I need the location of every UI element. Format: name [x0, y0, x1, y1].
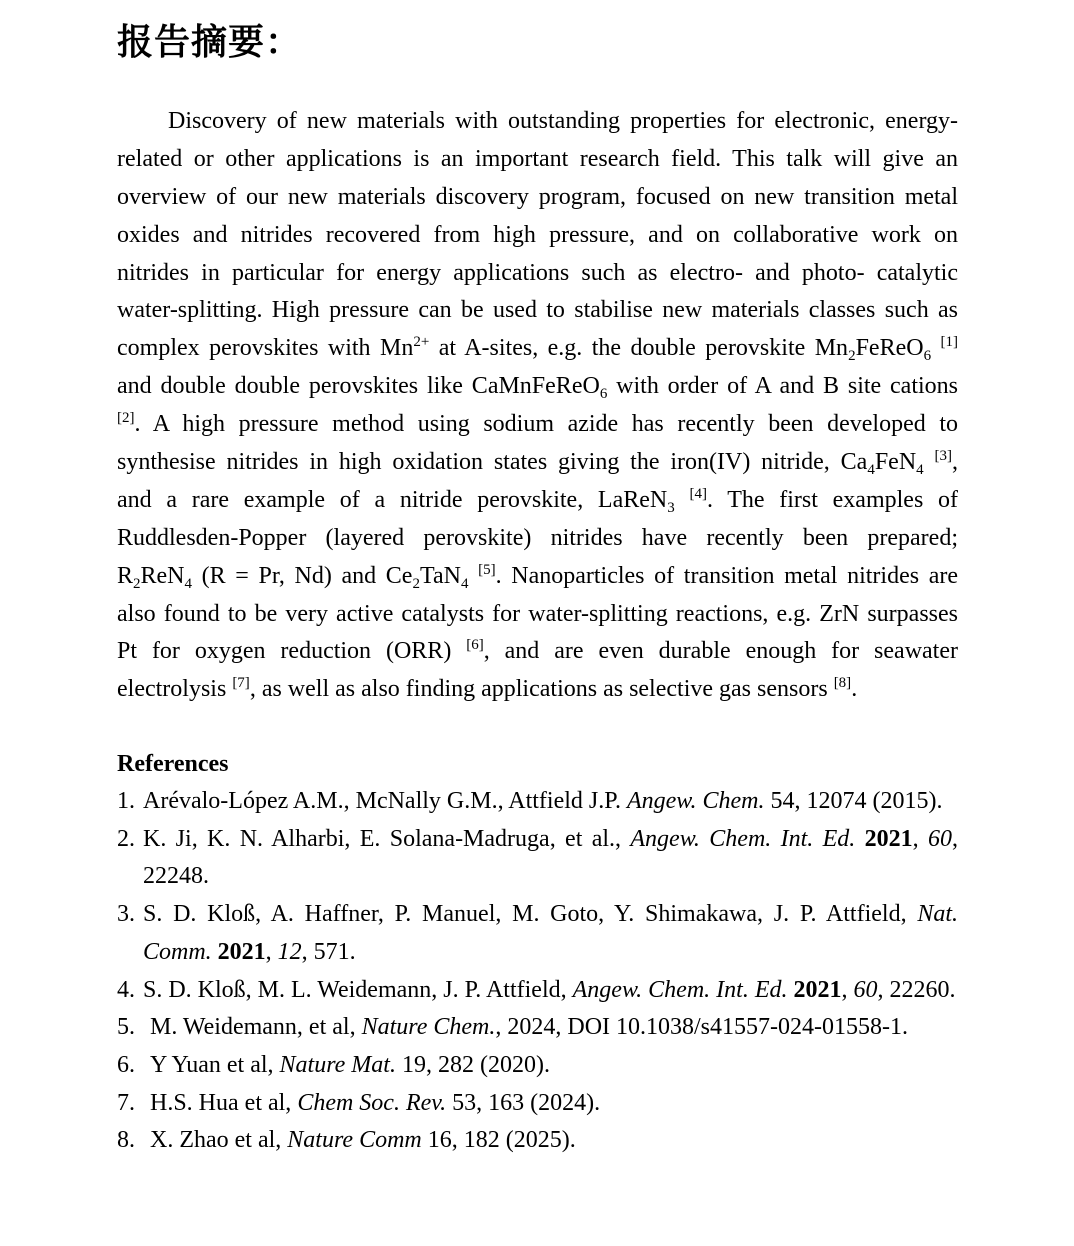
abstract-paragraph: [117, 103, 958, 709]
text-run: (R = Pr, Nd) and Ce: [192, 562, 413, 589]
text-run: 54, 12074 (2015).: [764, 788, 943, 814]
abstract-line: [117, 671, 958, 709]
text-run: , 22248.: [143, 825, 959, 890]
superscript: [5]: [478, 561, 496, 578]
reference-number: 2.: [117, 825, 135, 852]
superscript: 2+: [413, 334, 430, 351]
text-run: [855, 826, 864, 852]
text-run: . A high pressure method using sodium azide has recently been developed to: [134, 411, 958, 438]
text-run: FeReO: [855, 335, 924, 362]
text-run: , 22260.: [877, 976, 956, 1003]
italic-text: Nature Mat.: [279, 1051, 396, 1078]
abstract-line: [117, 292, 958, 330]
text-run: .: [851, 676, 858, 703]
italic-text: Angew. Chem. Int. Ed.: [572, 976, 788, 1003]
reference-item: [117, 1047, 958, 1085]
abstract-line: [117, 103, 958, 141]
text-run: ,: [841, 976, 854, 1003]
reference-item: [117, 1122, 958, 1160]
subscript: 3: [667, 499, 675, 516]
text-run: X. Zhao et al,: [150, 1127, 288, 1154]
text-run: K. Ji, K. N. Alharbi, E. Solana-Madruga, et al.,: [143, 825, 631, 852]
italic-text: Nature Comm: [287, 1127, 422, 1154]
text-run: Y Yuan et al,: [150, 1051, 280, 1078]
text-run: FeN: [874, 449, 917, 476]
subscript: 4: [867, 462, 875, 479]
text-run: [924, 449, 935, 475]
abstract-line: [117, 633, 958, 671]
text-run: , and are even durable enough for seawater: [483, 638, 958, 665]
subscript: 4: [184, 575, 193, 592]
text-run: , 2024, DOI 10.1038/s41557-024-01558-1.: [495, 1014, 908, 1041]
subscript: 6: [923, 348, 932, 365]
subscript: 2: [133, 575, 141, 592]
abstract-line: [117, 482, 958, 520]
reference-number: 4.: [117, 976, 135, 1003]
text-run: S. D. Kloß, M. L. Weidemann, J. P. Attfield,: [143, 976, 573, 1003]
reference-item: [117, 1085, 958, 1123]
text-run: Arévalo-López A.M., McNally G.M., Attfield J.P.: [143, 788, 627, 814]
text-run: with order of A and B site cations: [607, 373, 959, 400]
bold-text: 2021: [864, 825, 913, 852]
bold-text: 2021: [793, 976, 842, 1003]
text-run: oxides and nitrides recovered from high pressure, and on collaborative work on: [117, 221, 958, 248]
abstract-line: [117, 444, 958, 482]
subscript: 6: [599, 386, 608, 403]
text-run: Ruddlesden-Popper (layered perovskite) nitrides have recently been prepared;: [117, 524, 958, 551]
italic-text: Chem Soc. Rev.: [297, 1089, 447, 1116]
text-run: . Nanoparticles of transition metal nitrides are: [495, 562, 959, 589]
references-heading: References: [117, 751, 229, 777]
text-run: and double double perovskites like CaMnFeReO: [117, 373, 600, 400]
abstract-line: [117, 520, 958, 558]
text-run: also found to be very active catalysts for water-splitting reactions, e.g. ZrN surpasses: [117, 600, 958, 627]
text-run: R: [117, 562, 134, 589]
reference-citation: [143, 821, 958, 896]
reference-citation: [150, 1009, 958, 1047]
abstract-line: [117, 406, 958, 444]
superscript: [8]: [833, 675, 852, 692]
text-run: [675, 487, 690, 513]
abstract-line: [117, 217, 958, 255]
abstract-line: [117, 330, 958, 368]
abstract-line: [117, 255, 958, 293]
text-run: related or other applications is an important research field. This talk will give an: [117, 145, 958, 172]
reference-item: [117, 821, 958, 896]
reference-citation: [143, 896, 958, 971]
reference-item: [117, 783, 958, 821]
text-run: electrolysis: [117, 676, 233, 703]
italic-text: Angew. Chem.: [626, 788, 765, 814]
text-run: nitrides in particular for energy applications such as electro- and photo- catalytic: [117, 259, 958, 286]
reference-number: 7.: [117, 1089, 135, 1116]
page-title: 报告摘要：: [117, 22, 303, 63]
reference-citation: [150, 1122, 958, 1160]
superscript: [7]: [232, 675, 250, 692]
text-run: ReN: [140, 562, 185, 589]
italic-text: 60: [928, 825, 953, 852]
abstract-line: [117, 141, 958, 179]
subscript: 4: [460, 575, 469, 592]
text-run: ,: [265, 938, 278, 965]
text-run: H.S. Hua et al,: [150, 1089, 298, 1116]
subscript: 2: [848, 348, 856, 365]
reference-item: [117, 1009, 958, 1047]
text-run: , as well as also finding applications as selective gas sensors: [249, 676, 834, 703]
abstract-line: [117, 179, 958, 217]
text-run: . The first examples of: [706, 486, 958, 513]
text-run: and a rare example of a nitride perovskite, LaReN: [117, 486, 668, 513]
text-run: complex perovskites with Mn: [117, 335, 414, 362]
text-run: Discovery of new materials with outstanding properties for electronic, energy-: [168, 108, 958, 134]
references-list: [117, 783, 958, 1160]
abstract-line: [117, 558, 958, 596]
abstract-line: [117, 596, 958, 634]
superscript: [4]: [689, 485, 707, 502]
text-run: 19, 282 (2020).: [395, 1051, 550, 1078]
reference-citation: [143, 783, 958, 821]
text-run: water-splitting. High pressure can be used to stabilise new materials classes such as: [117, 297, 958, 324]
italic-text: Nature Chem.: [361, 1014, 496, 1041]
reference-citation: [143, 972, 958, 1010]
italic-text: Nat. Comm.: [143, 901, 958, 965]
italic-text: Angew. Chem. Int. Ed.: [630, 825, 856, 852]
reference-number: 6.: [117, 1051, 135, 1078]
text-run: [468, 563, 478, 589]
reference-citation: [150, 1085, 958, 1123]
text-run: at A-sites, e.g. the double perovskite Mn: [429, 335, 849, 362]
text-run: , 571.: [301, 938, 356, 965]
text-run: Pt for oxygen reduction (ORR): [117, 638, 467, 665]
abstract-line: [117, 368, 958, 406]
text-run: [931, 335, 940, 361]
reference-number: 8.: [117, 1127, 135, 1154]
bold-text: 2021: [217, 938, 266, 965]
text-run: ,: [952, 449, 958, 476]
reference-item: [117, 896, 958, 971]
superscript: [3]: [934, 448, 952, 465]
superscript: [6]: [466, 637, 484, 654]
reference-number: 3.: [117, 901, 135, 928]
text-run: TaN: [419, 562, 461, 589]
reference-item: [117, 972, 958, 1010]
text-run: 16, 182 (2025).: [421, 1127, 576, 1154]
text-run: S. D. Kloß, A. Haffner, P. Manuel, M. Goto, Y. Shimakawa, J. P. Attfield,: [143, 901, 918, 928]
italic-text: 60: [853, 976, 878, 1003]
subscript: 2: [412, 575, 420, 592]
text-run: M. Weidemann, et al,: [150, 1014, 362, 1041]
text-run: ,: [912, 825, 929, 852]
reference-citation: [150, 1047, 958, 1085]
text-run: overview of our new materials discovery program, focused on new transition metal: [117, 183, 958, 210]
italic-text: 12: [277, 938, 302, 965]
reference-number: 5.: [117, 1014, 135, 1041]
text-run: synthesise nitrides in high oxidation states giving the iron(IV) nitride, Ca: [117, 449, 868, 476]
reference-number: 1.: [117, 788, 135, 814]
subscript: 4: [916, 462, 924, 479]
text-run: 53, 163 (2024).: [446, 1089, 601, 1116]
superscript: [1]: [940, 334, 959, 351]
superscript: [2]: [117, 410, 135, 427]
